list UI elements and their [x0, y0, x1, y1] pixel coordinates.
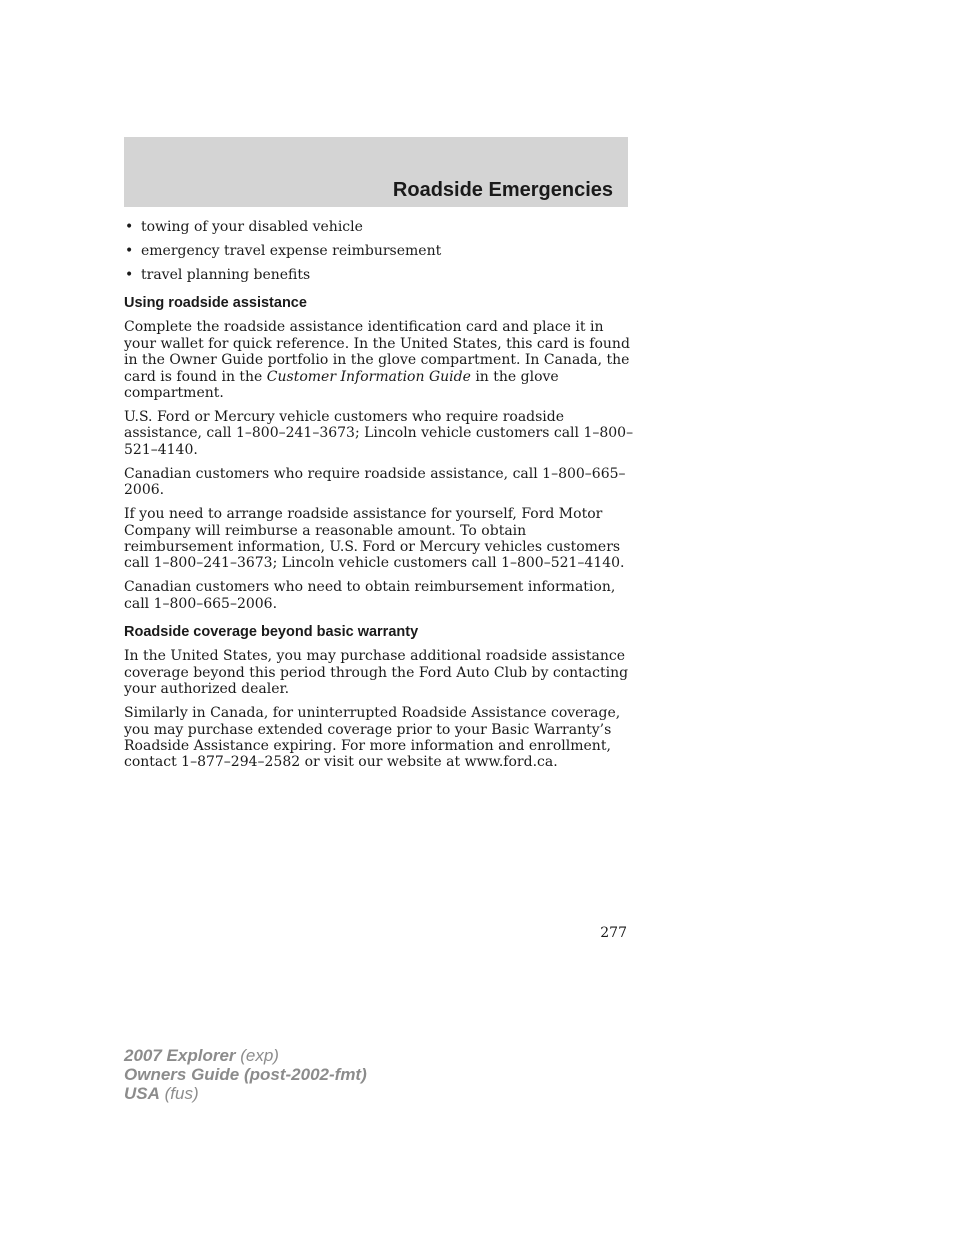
bullet-icon: • [125, 243, 134, 259]
paragraph-us-phone: U.S. Ford or Mercury vehicle customers who require roadside assistance, call 1–800–241–3673; Lincoln vehicle customers call 1–800–521–4140. [124, 409, 634, 458]
document-footer [124, 1046, 367, 1103]
footer-line-region: USA (fus) [124, 1084, 199, 1103]
page-content [124, 219, 634, 778]
bullet-text: towing of your disabled vehicle [141, 219, 363, 235]
paragraph-canada-coverage: Similarly in Canada, for uninterrupted Roadside Assistance coverage, you may purchase extended coverage prior to your Basic Warranty’s Roadside Assistance expiring. For more information and enrollment, contact 1–877–294–2582 or visit our website at www.ford.ca. [124, 705, 621, 771]
bullet-icon: • [125, 267, 134, 283]
bullet-list [124, 219, 634, 283]
paragraph-canada-phone: Canadian customers who require roadside assistance, call 1–800–665–2006. [124, 465, 626, 499]
guide-title: Customer Information Guide [266, 368, 471, 385]
bullet-text: emergency travel expense reimbursement [141, 243, 442, 259]
subheading-roadside-coverage: Roadside coverage beyond basic warranty [124, 624, 419, 641]
section-header-band [124, 137, 628, 207]
footer-line-model: 2007 Explorer (exp) [124, 1046, 279, 1065]
bullet-text: travel planning benefits [141, 267, 311, 283]
bullet-item [124, 219, 634, 235]
bullet-icon: • [125, 219, 134, 235]
footer-line-guide: Owners Guide (post-2002-fmt) [124, 1065, 367, 1084]
section-title: Roadside Emergencies [392, 179, 613, 201]
paragraph-id-card: Complete the roadside assistance identification card and place it in your wallet for quick reference. In the United States, this card is found in the Owner Guide portfolio in the glove compartment. In Canada, the card is found in the Customer Information Guide in the glove compartment. [124, 319, 630, 402]
bullet-item [124, 267, 634, 283]
page-number: 277 [600, 925, 627, 941]
paragraph-canada-reimbursement: Canadian customers who need to obtain reimbursement information, call 1–800–665–2006. [124, 579, 616, 612]
bullet-item [124, 243, 634, 259]
paragraph-reimbursement: If you need to arrange roadside assistance for yourself, Ford Motor Company will reimburse a reasonable amount. To obtain reimbursement information, U.S. Ford or Mercury vehicles customers call 1–800–241–3673; Lincoln vehicle customers call 1–800–521–4140. [124, 506, 625, 572]
paragraph-us-coverage: In the United States, you may purchase additional roadside assistance coverage beyond this period through the Ford Auto Club by contacting your authorized dealer. [124, 648, 629, 698]
subheading-using-roadside-assistance: Using roadside assistance [124, 295, 307, 312]
